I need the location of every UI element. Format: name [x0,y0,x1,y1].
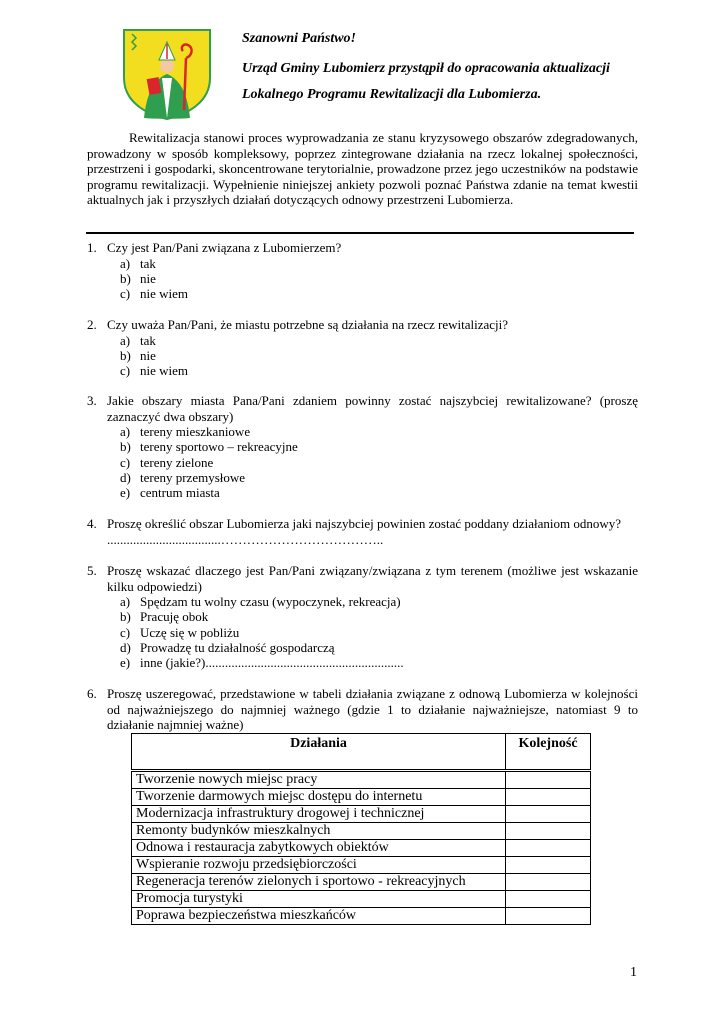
table-row [132,908,591,925]
action-cell: Promocja turystyki [132,891,506,908]
question-text: Proszę uszeregować, przedstawione w tabeli działania związane z odnową Lubomierza w kolejności od najważniejszego do najmniej ważnego (gdzie 1 to działanie najważniejsze, natomiast 9 to działanie najmniej ważne) [107,686,638,732]
action-cell: Tworzenie nowych miejsc pracy [132,771,506,789]
answer-option[interactable]: b) nie [120,270,156,286]
table-row [132,789,591,806]
answer-option[interactable]: c) tereny zielone [120,454,214,470]
question-text[interactable]: Proszę określić obszar Lubomierza jaki najszybciej powinien zostać poddany działaniom odnowy? ...................................……………………………….. [107,516,622,547]
action-cell: Odnowa i restauracja zabytkowych obiektów [132,840,506,857]
answer-option[interactable]: e) inne (jakie?)............................................................. [120,655,404,671]
page-number: 1 [630,965,637,980]
question-number: 6. [87,686,97,701]
order-input-cell[interactable] [506,840,591,857]
divider [86,232,634,234]
coat-of-arms-logo [122,28,212,120]
question-text: Czy uważa Pan/Pani, że miastu potrzebne są działania na rzecz rewitalizacji? [107,317,509,332]
column-header-actions: Działania [132,734,506,771]
question-number: 2. [87,317,97,332]
question-text: Czy jest Pan/Pani związana z Lubomierzem? [107,240,342,255]
question-text: Proszę wskazać dlaczego jest Pan/Pani związany/związana z tym terenem (możliwe jest wskazanie kilku odpowiedzi) [107,563,638,594]
answer-option[interactable]: a) tak [120,255,156,271]
order-input-cell[interactable] [506,874,591,891]
answer-option[interactable]: c) nie wiem [120,286,189,302]
answer-option[interactable]: e) centrum miasta [120,485,220,501]
order-input-cell[interactable] [506,789,591,806]
order-input-cell[interactable] [506,908,591,925]
table-row [132,857,591,874]
announcement-line-1: Urząd Gminy Lubomierz przystąpił do opracowania aktualizacji [242,61,610,76]
column-header-order: Kolejność [506,734,591,771]
table-row [132,806,591,823]
answer-option[interactable]: a) tak [120,332,156,348]
order-input-cell[interactable] [506,891,591,908]
order-input-cell[interactable] [506,823,591,840]
answer-option[interactable]: c) nie wiem [120,363,189,379]
question-number: 1. [87,240,97,255]
answer-option[interactable]: b) tereny sportowo – rekreacyjne [120,439,298,455]
action-cell: Remonty budynków mieszkalnych [132,823,506,840]
answer-option[interactable]: d) tereny przemysłowe [120,469,246,485]
answer-option[interactable]: b) nie [120,347,156,363]
table-row [132,823,591,840]
answer-option[interactable]: c) Uczę się w pobliżu [120,624,240,640]
question-6 [87,686,638,733]
question-5 [87,563,638,670]
announcement-line-2: Lokalnego Programu Rewitalizacji dla Lubomierza. [242,87,542,102]
action-cell: Wspieranie rozwoju przedsiębiorczości [132,857,506,874]
intro-text: Rewitalizacja stanowi proces wyprowadzania ze stanu kryzysowego obszarów zdegradowanych, prowadzony w sposób kompleksowy, poprzez zintegrowane działania na rzecz lokalnej społeczności, przestrzeni i gospodarki, skoncentrowane terytorialnie, prowadzone przez jego uczestników na podstawie programu rewitalizacji. Wypełnienie niniejszej ankiety pozwoli poznać Państwa zdanie na temat kwestii aktualnych jak i przyszłych działań dotyczących odnowy przestrzeni Lubomierza. [87,130,638,208]
answer-option[interactable]: b) Pracuję obok [120,609,209,625]
question-3 [87,393,638,500]
question-number: 3. [87,393,97,408]
greeting: Szanowni Państwo! [242,31,356,46]
action-cell: Poprawa bezpieczeństwa mieszkańców [132,908,506,925]
table-row [132,840,591,857]
order-input-cell[interactable] [506,806,591,823]
order-input-cell[interactable] [506,857,591,874]
question-2 [87,317,638,378]
action-cell: Regeneracja terenów zielonych i sportowo - rekreacyjnych [132,874,506,891]
table-row [132,771,591,789]
table-row [132,874,591,891]
action-cell: Modernizacja infrastruktury drogowej i technicznej [132,806,506,823]
table-row [132,891,591,908]
question-1 [87,240,638,301]
answer-option[interactable]: a) Spędzam tu wolny czasu (wypoczynek, rekreacja) [120,594,401,609]
action-cell: Tworzenie darmowych miejsc dostępu do internetu [132,789,506,806]
question-number: 4. [87,516,97,531]
question-number: 5. [87,563,97,578]
order-input-cell[interactable] [506,771,591,789]
answer-option[interactable]: a) tereny mieszkaniowe [120,424,251,439]
ranking-table [131,733,591,925]
intro-paragraph [87,130,638,208]
question-4 [87,516,638,547]
answer-option[interactable]: d) Prowadzę tu działalność gospodarczą [120,639,335,655]
question-text: Jakie obszary miasta Pana/Pani zdaniem powinny zostać najszybciej rewitalizowane? (proszę zaznaczyć dwa obszary) [107,393,638,424]
